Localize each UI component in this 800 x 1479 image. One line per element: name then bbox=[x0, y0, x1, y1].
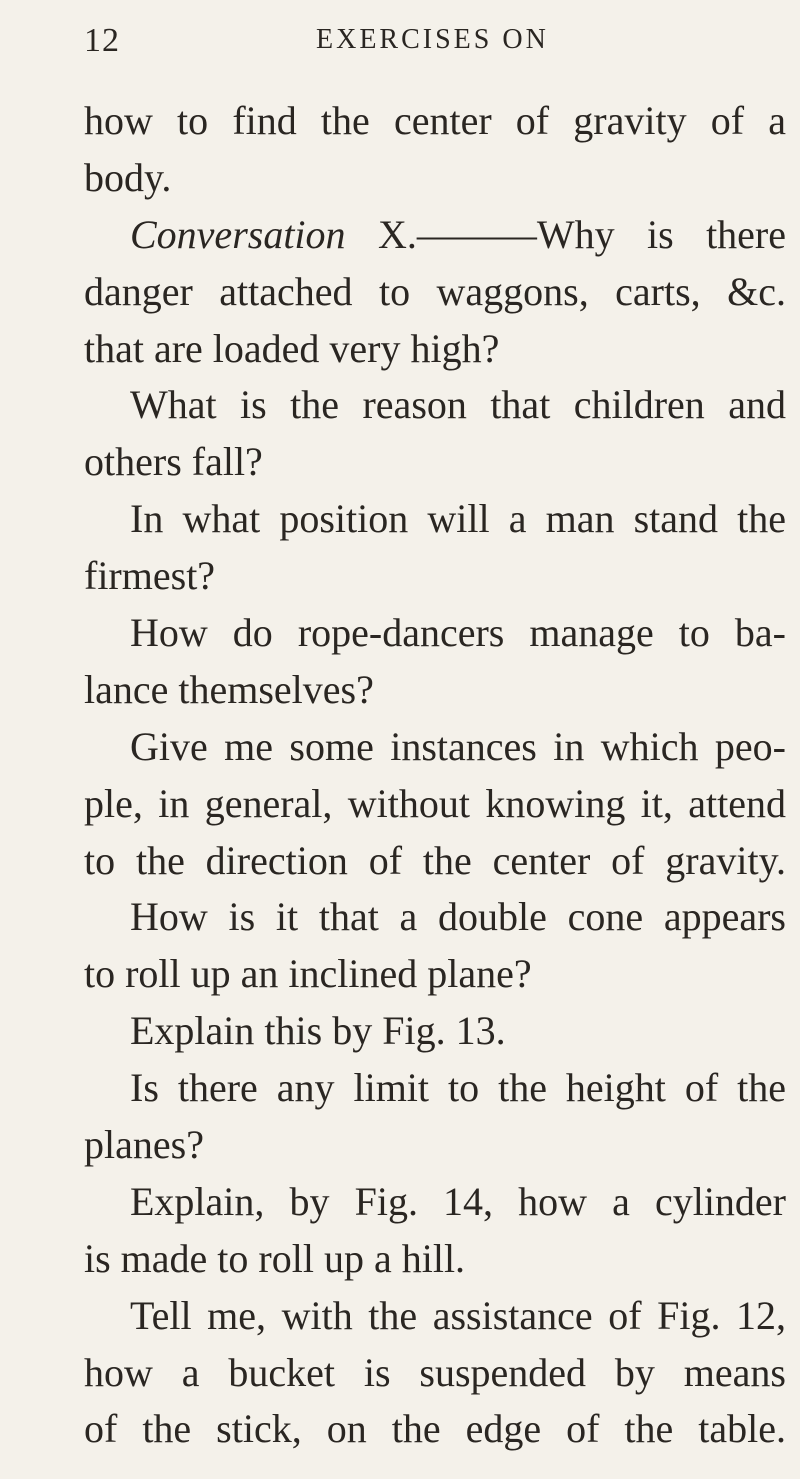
question-line: How is it that a double cone appears bbox=[130, 894, 786, 940]
question-line: In what position will a man stand the bbox=[130, 496, 786, 542]
text-line: body. bbox=[84, 154, 172, 200]
text-line: to the direction of the center of gravity. bbox=[84, 837, 786, 883]
text-line: that are loaded very high? bbox=[84, 325, 500, 371]
page-header bbox=[84, 22, 760, 66]
body-text bbox=[84, 93, 786, 1458]
text-line: of the stick, on the edge of the table. bbox=[84, 1406, 786, 1452]
text-line: planes? bbox=[84, 1122, 204, 1168]
text-line: ple, in general, without knowing it, attend bbox=[84, 780, 786, 826]
text-line: how a bucket is suspended by means bbox=[84, 1349, 786, 1395]
text-line: how to find the center of gravity of a bbox=[84, 98, 786, 143]
text-line: is made to roll up a hill. bbox=[84, 1235, 466, 1281]
text-line: firmest? bbox=[84, 553, 216, 599]
question-line: Is there any limit to the height of the bbox=[130, 1065, 786, 1111]
text-line: danger attached to waggons, carts, &c. bbox=[84, 268, 786, 314]
question-line: Explain this by Fig. 13. bbox=[130, 1008, 506, 1054]
question-line: How do rope-dancers manage to ba- bbox=[130, 610, 786, 656]
conversation-label: Conversation bbox=[130, 211, 346, 257]
question-line: Explain, by Fig. 14, how a cylinder bbox=[130, 1178, 786, 1224]
conversation-number: X.———Why is there bbox=[377, 211, 786, 257]
conversation-heading-line bbox=[84, 207, 786, 264]
running-title: EXERCISES ON bbox=[316, 24, 549, 55]
text-line: others fall? bbox=[84, 439, 263, 485]
question-line: Tell me, with the assistance of Fig. 12, bbox=[130, 1292, 786, 1338]
question-line: Give me some instances in which peo- bbox=[130, 723, 786, 769]
page-number: 12 bbox=[84, 22, 120, 59]
text-line: to roll up an inclined plane? bbox=[84, 951, 532, 997]
text-line: lance themselves? bbox=[84, 666, 374, 712]
question-line: What is the reason that children and bbox=[130, 382, 786, 428]
